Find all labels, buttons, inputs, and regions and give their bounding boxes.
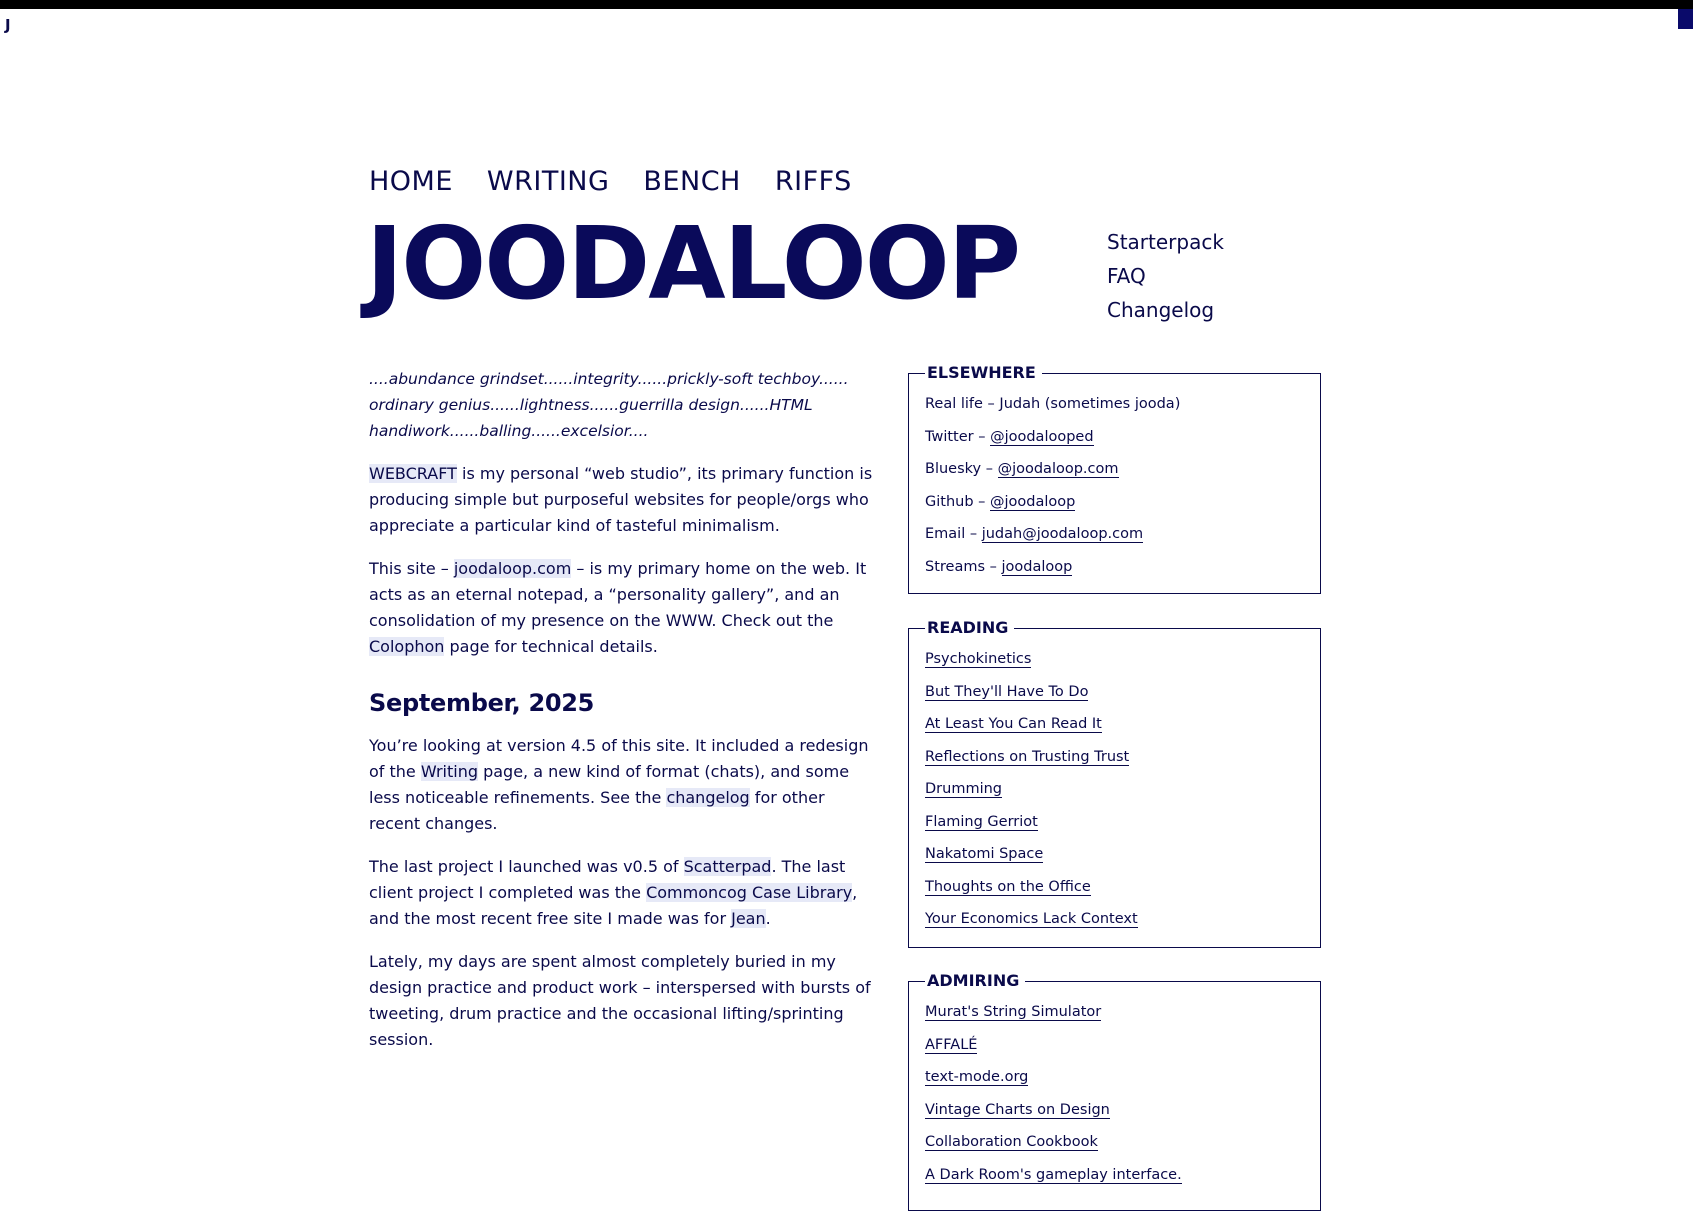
list-item	[925, 909, 1304, 929]
elsewhere-item: Email – judah@joodaloop.com	[925, 526, 1144, 542]
nav-riffs[interactable]: RIFFS	[774, 166, 852, 197]
reading-link[interactable]: At Least You Can Read It	[925, 716, 1102, 732]
list-item	[925, 844, 1304, 864]
nav-home[interactable]: HOME	[369, 166, 453, 197]
list-item	[925, 1035, 1304, 1055]
update-paragraph-1: You’re looking at version 4.5 of this site. It included a redesign of the Writing page, a new kind of format (chats), and some less noticeable refinements. See the changelog for other recent changes.	[369, 736, 869, 833]
commoncog-link[interactable]: Commoncog Case Library	[646, 883, 853, 902]
site-paragraph: This site – joodaloop.com – is my primary home on the web. It acts as an eternal notepad, a “personality gallery”, and an consolidation of my presence on the WWW. Check out the Colophon page for technical details.	[369, 559, 867, 656]
colophon-link[interactable]: Colophon	[369, 637, 445, 656]
elsewhere-item: Streams – joodaloop	[925, 558, 1073, 575]
reading-link[interactable]: Thoughts on the Office	[925, 878, 1091, 895]
elsewhere-title: ELSEWHERE	[925, 363, 1042, 383]
top-bar	[0, 0, 1693, 9]
update-heading: September, 2025	[369, 689, 595, 717]
main-nav	[369, 166, 852, 197]
elsewhere-item: Real life – Judah (sometimes jooda)	[925, 396, 1181, 412]
admiring-link[interactable]: Murat's String Simulator	[925, 1004, 1102, 1020]
admiring-link[interactable]: Collaboration Cookbook	[925, 1134, 1098, 1150]
elsewhere-item: Github – @joodaloop	[925, 493, 1076, 510]
list-item	[925, 1132, 1304, 1152]
webcraft-paragraph: WEBCRAFT is my personal “web studio”, its primary function is producing simple but purposeful websites for people/orgs who appreciate a particular kind of tasteful minimalism.	[369, 464, 873, 535]
elsewhere-item: Twitter – @joodalooped	[925, 428, 1094, 445]
elsewhere-list	[909, 374, 1320, 595]
elsewhere-box	[908, 363, 1321, 594]
admiring-title: ADMIRING	[925, 971, 1025, 991]
starterpack-link[interactable]: Starterpack	[1107, 230, 1224, 254]
update-paragraph-3: Lately, my days are spent almost completely buried in my design practice and product work – interspersed with bursts of tweeting, drum practice and the occasional lifting/sprinting session.	[369, 952, 871, 1049]
reading-link[interactable]: Drumming	[925, 781, 1002, 797]
list-item	[925, 1067, 1304, 1087]
reading-link[interactable]: Your Economics Lack Context	[925, 911, 1138, 927]
nav-writing[interactable]: WRITING	[486, 166, 610, 197]
corner-block	[1678, 9, 1693, 29]
list-item	[925, 812, 1304, 832]
twitter-link[interactable]: @joodalooped	[990, 428, 1094, 445]
changelog-inline-link[interactable]: changelog	[666, 788, 750, 807]
admiring-link[interactable]: A Dark Room's gameplay interface.	[925, 1166, 1182, 1183]
email-link[interactable]: judah@joodaloop.com	[981, 526, 1144, 542]
reading-link[interactable]: Nakatomi Space	[925, 846, 1044, 862]
list-item	[925, 779, 1304, 799]
reading-link[interactable]: Reflections on Trusting Trust	[925, 748, 1130, 765]
side-links	[1107, 230, 1224, 322]
jean-link[interactable]: Jean	[731, 909, 766, 928]
list-item	[925, 1165, 1304, 1185]
site-logo: JOODALOOP	[366, 205, 1020, 322]
list-item	[925, 682, 1304, 702]
list-item	[925, 747, 1304, 767]
corner-logo[interactable]: J	[5, 16, 11, 34]
faq-link[interactable]: FAQ	[1107, 264, 1146, 288]
reading-link[interactable]: Flaming Gerriot	[925, 813, 1038, 830]
admiring-box	[908, 971, 1321, 1211]
reading-title: READING	[925, 618, 1014, 638]
changelog-link[interactable]: Changelog	[1107, 298, 1215, 322]
bluesky-link[interactable]: @joodaloop.com	[997, 461, 1119, 477]
list-item	[925, 877, 1304, 897]
list-item	[925, 649, 1304, 669]
reading-box	[908, 618, 1321, 948]
list-item	[925, 1100, 1304, 1120]
list-item	[925, 714, 1304, 734]
reading-link[interactable]: Psychokinetics	[925, 651, 1032, 667]
site-link[interactable]: joodaloop.com	[453, 559, 572, 578]
writing-link[interactable]: Writing	[420, 762, 478, 781]
webcraft-link[interactable]: WEBCRAFT	[369, 464, 457, 483]
admiring-link[interactable]: text-mode.org	[925, 1069, 1029, 1085]
admiring-link[interactable]: AFFALÉ	[925, 1036, 978, 1053]
list-item	[925, 1002, 1304, 1022]
streams-link[interactable]: joodaloop	[1001, 558, 1073, 575]
scatterpad-link[interactable]: Scatterpad	[683, 857, 772, 876]
reading-link[interactable]: But They'll Have To Do	[925, 683, 1089, 700]
reading-list	[909, 629, 1320, 948]
tagline: ....abundance grindset......integrity......prickly-soft techboy...... ordinary genius......lightness......guerrilla design......HTML handiwork......balling......excelsior....	[369, 370, 849, 440]
main-content	[369, 366, 879, 1070]
admiring-link[interactable]: Vintage Charts on Design	[925, 1101, 1110, 1118]
update-paragraph-2: The last project I launched was v0.5 of Scatterpad. The last client project I completed was the Commoncog Case Library, and the most recent free site I made was for Jean.	[369, 857, 858, 928]
nav-bench[interactable]: BENCH	[643, 166, 741, 197]
admiring-list	[909, 982, 1320, 1203]
github-link[interactable]: @joodaloop	[990, 493, 1076, 510]
elsewhere-item: Bluesky – @joodaloop.com	[925, 461, 1119, 477]
